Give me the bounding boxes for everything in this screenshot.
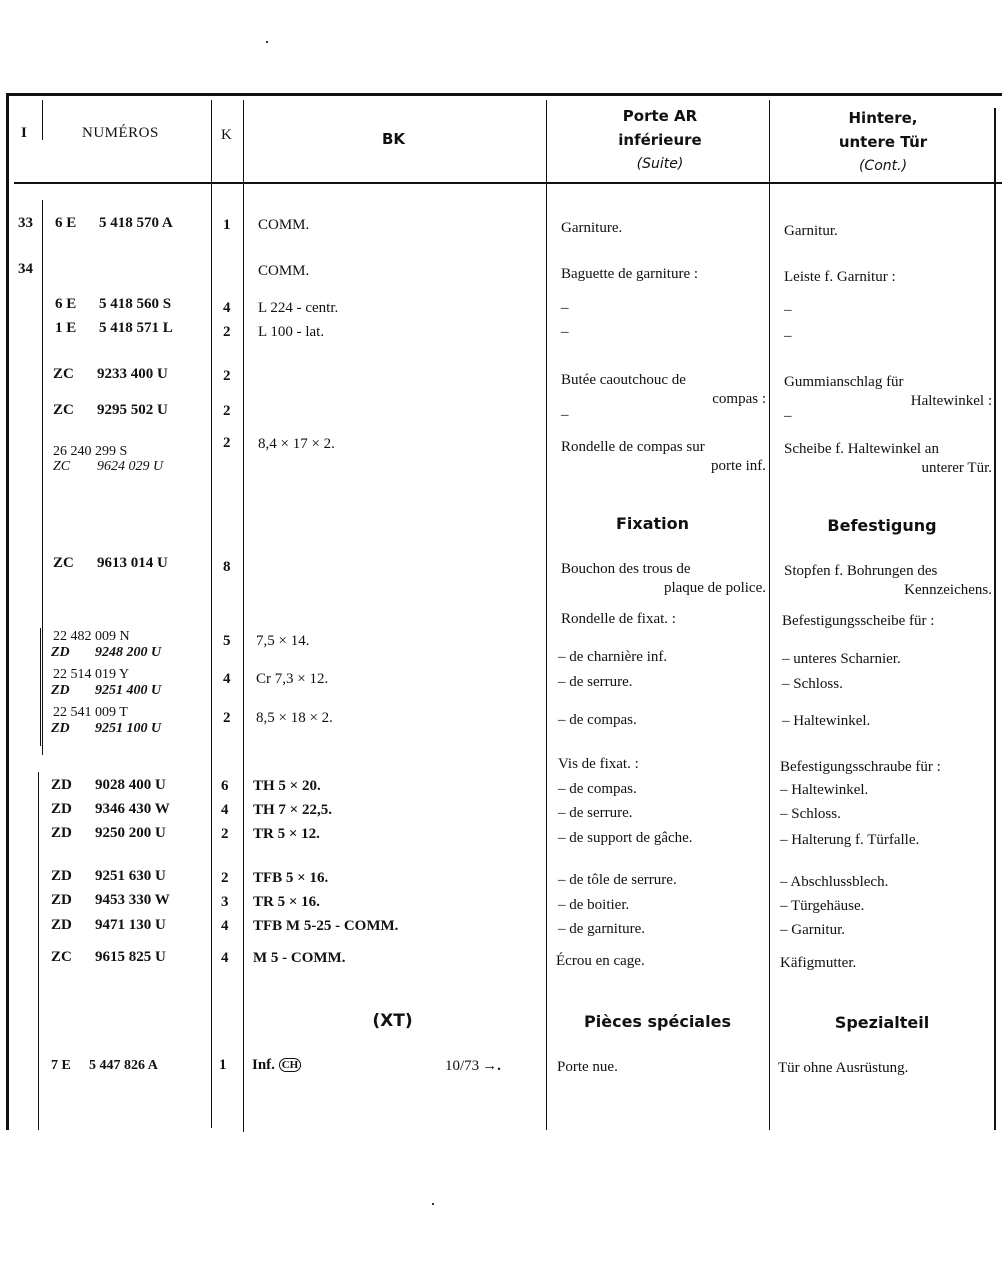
alt-part-number[interactable]: 26 240 299 S (53, 444, 128, 459)
part-number[interactable] (51, 777, 166, 794)
quantity: 2 (223, 324, 231, 340)
part-number[interactable] (55, 296, 171, 313)
quantity: 2 (223, 435, 231, 451)
quantity: 8 (223, 559, 231, 575)
quantity: 2 (223, 403, 231, 419)
french-desc: – de garniture. (558, 921, 646, 937)
part-number[interactable] (55, 320, 173, 337)
part-code: 9028 400 U (95, 777, 166, 793)
french-desc: Garniture. (561, 220, 623, 236)
bk-inf: Inf. (252, 1057, 275, 1073)
bk-text: TH 7 × 22,5. (253, 802, 332, 818)
french-group-label: Vis de fixat. : (558, 756, 639, 772)
german-desc: – Schloss. (782, 676, 843, 692)
bk-text: 8,5 × 18 × 2. (256, 710, 333, 726)
part-number[interactable] (53, 366, 168, 383)
header-german-line1: Hintere, (848, 109, 918, 127)
german-group-label: Befestigungsscheibe für : (782, 613, 935, 629)
part-code: 5 418 571 L (99, 320, 173, 336)
bk-text: TR 5 × 12. (253, 826, 320, 842)
bk-text (252, 1057, 301, 1074)
part-code: 9248 200 U (95, 645, 162, 660)
part-number[interactable] (51, 1057, 158, 1074)
french-desc: – de tôle de serrure. (558, 872, 677, 888)
german-desc: – (784, 408, 792, 424)
part-prefix: 6 E (55, 215, 77, 231)
part-number[interactable] (51, 684, 161, 698)
header-german-line2: untere Tür (838, 133, 928, 151)
part-number[interactable] (51, 646, 161, 660)
part-prefix: ZC (53, 459, 71, 474)
part-prefix: ZD (51, 892, 72, 908)
section-title-de: Spezialteil (834, 1013, 930, 1032)
section-title-fr: Fixation (615, 514, 690, 533)
french-desc: – (561, 407, 569, 423)
part-code: 9471 130 U (95, 917, 166, 933)
left-border (6, 93, 9, 1130)
bk-text: 8,4 × 17 × 2. (258, 436, 335, 452)
quantity: 4 (223, 300, 231, 316)
part-code: 9250 200 U (95, 825, 166, 841)
part-prefix: ZD (51, 868, 72, 884)
part-code: 5 418 570 A (99, 215, 173, 231)
country-badge-icon: CH (279, 1058, 302, 1072)
german-desc: – Halterung f. Türfalle. (780, 832, 920, 848)
col-divider-k (243, 100, 244, 1132)
header-bk: BK (382, 130, 406, 148)
part-number[interactable] (55, 215, 173, 232)
bk-text: TH 5 × 20. (253, 778, 321, 794)
part-prefix: ZC (53, 402, 74, 418)
col-divider-numbers (211, 100, 212, 1128)
bk-text: L 224 - centr. (258, 300, 339, 316)
section-title-de: Befestigung (827, 516, 937, 535)
bk-text: 7,5 × 14. (256, 633, 310, 649)
french-desc: – (561, 324, 569, 340)
quantity: 4 (221, 918, 229, 934)
german-desc-cont: unterer Tür. (921, 460, 992, 476)
french-desc-cont: compas : (712, 391, 766, 407)
top-rule (8, 93, 1002, 96)
part-code: 9624 029 U (97, 459, 164, 474)
part-number[interactable] (51, 825, 166, 842)
german-desc: – (784, 302, 792, 318)
part-prefix: ZD (51, 801, 72, 817)
bk-date (445, 1058, 501, 1075)
section-title-bk: (XT) (372, 1011, 413, 1031)
part-number[interactable] (51, 892, 170, 909)
header-french (550, 104, 770, 176)
part-number[interactable] (51, 868, 166, 885)
french-desc: Baguette de garniture : (561, 266, 699, 282)
french-desc: – de boitier. (558, 897, 630, 913)
german-desc: Gummianschlag für (784, 374, 904, 390)
header-numbers: NUMÉROS (82, 125, 159, 141)
french-desc: – de serrure. (558, 805, 633, 821)
part-code: 9233 400 U (97, 366, 168, 382)
header-french-line2: inférieure (618, 131, 702, 149)
quantity: 2 (221, 826, 229, 842)
part-number[interactable] (53, 402, 168, 419)
quantity: 1 (223, 217, 231, 233)
german-desc: – (784, 328, 792, 344)
scan-speck (432, 1203, 434, 1205)
row-index: 33 (18, 215, 33, 231)
part-prefix: ZD (51, 777, 72, 793)
german-desc: – Haltewinkel. (780, 782, 869, 798)
part-code: 9251 400 U (95, 683, 162, 698)
alt-part-number[interactable]: 22 541 009 T (53, 705, 128, 720)
german-desc-cont: Kennzeichens. (904, 582, 992, 598)
alt-part-number[interactable]: 22 514 019 Y (53, 667, 130, 682)
quantity: 4 (221, 802, 229, 818)
german-desc-cont: Haltewinkel : (910, 393, 992, 409)
french-desc: – de charnière inf. (558, 649, 668, 665)
group-bracket (40, 628, 41, 746)
row-index: 34 (18, 261, 33, 277)
part-number[interactable] (51, 801, 170, 818)
part-prefix: ZD (51, 683, 70, 698)
header-french-line1: Porte AR (622, 107, 698, 125)
date-text: 10/73 (445, 1058, 480, 1074)
german-desc: – Schloss. (780, 806, 841, 822)
bk-text: COMM. (258, 217, 310, 233)
french-desc: Butée caoutchouc de (561, 372, 686, 388)
part-prefix: 6 E (55, 296, 77, 312)
part-number[interactable] (51, 722, 161, 736)
bk-text: TFB 5 × 16. (253, 870, 329, 886)
french-desc: Bouchon des trous de (561, 561, 691, 577)
quantity: 2 (223, 368, 231, 384)
german-desc: Scheibe f. Haltewinkel an (784, 441, 939, 457)
part-code: 5 447 826 A (89, 1058, 158, 1073)
french-desc: – de compas. (558, 781, 637, 797)
bk-text: TFB M 5-25 - COMM. (253, 918, 399, 934)
german-desc: – unteres Scharnier. (782, 651, 901, 667)
quantity: 4 (221, 950, 229, 966)
header-german-line3: (Cont.) (858, 158, 908, 174)
french-desc: Porte nue. (557, 1059, 618, 1075)
col-divider-bk (546, 100, 547, 1130)
section-title-fr: Pièces spéciales (584, 1012, 731, 1031)
german-desc: – Haltewinkel. (782, 713, 871, 729)
part-prefix: 7 E (51, 1058, 71, 1073)
bk-text: COMM. (258, 263, 310, 279)
german-desc: – Abschlussblech. (780, 874, 889, 890)
part-prefix: 1 E (55, 320, 77, 336)
part-prefix: ZD (51, 645, 70, 660)
german-desc: – Türgehäuse. (780, 898, 865, 914)
french-desc-cont: porte inf. (711, 458, 766, 474)
part-code: 9251 630 U (95, 868, 166, 884)
part-prefix: ZD (51, 825, 72, 841)
alt-part-number[interactable]: 22 482 009 N (53, 629, 130, 644)
col-divider-index-lower (38, 772, 39, 1130)
french-desc: Écrou en cage. (556, 953, 645, 969)
col-divider-fr (769, 100, 770, 1130)
part-code: 9346 430 W (95, 801, 170, 817)
bk-text: M 5 - COMM. (253, 950, 346, 966)
part-prefix: ZD (51, 721, 70, 736)
part-code: 5 418 560 S (99, 296, 172, 312)
part-code: 9615 825 U (95, 949, 166, 965)
header-french-line3: (Suite) (636, 156, 684, 172)
col-divider-index (42, 100, 43, 140)
part-number[interactable] (51, 917, 166, 934)
quantity: 5 (223, 633, 231, 649)
quantity: 4 (223, 671, 231, 687)
part-number[interactable] (51, 949, 166, 966)
part-number[interactable] (53, 555, 168, 572)
part-code: 9295 502 U (97, 402, 168, 418)
bk-text: Cr 7,3 × 12. (256, 671, 329, 687)
german-group-label: Befestigungsschraube für : (780, 759, 941, 775)
french-desc-cont: plaque de police. (663, 580, 766, 596)
part-code: 9613 014 U (97, 555, 168, 571)
german-desc: – Garnitur. (780, 922, 845, 938)
part-number[interactable] (53, 460, 163, 474)
header-k: K (221, 127, 232, 143)
french-desc: – (561, 300, 569, 316)
col-divider-de (994, 108, 996, 1130)
french-desc: Rondelle de compas sur (561, 439, 705, 455)
arrow-right-icon: →. (482, 1058, 501, 1074)
german-desc: Stopfen f. Bohrungen des (784, 563, 938, 579)
french-desc: – de compas. (558, 712, 637, 728)
quantity: 6 (221, 778, 229, 794)
french-desc: – de support de gâche. (558, 830, 693, 846)
header-bottom-rule (14, 182, 1002, 184)
part-prefix: ZC (53, 555, 74, 571)
part-code: 9453 330 W (95, 892, 170, 908)
scan-speck (266, 41, 268, 43)
quantity: 3 (221, 894, 229, 910)
french-group-label: Rondelle de fixat. : (561, 611, 676, 627)
bk-text: L 100 - lat. (258, 324, 325, 340)
part-prefix: ZC (51, 949, 72, 965)
header-german (772, 106, 994, 178)
part-prefix: ZC (53, 366, 74, 382)
quantity: 2 (221, 870, 229, 886)
german-desc: Leiste f. Garnitur : (784, 269, 896, 285)
part-code: 9251 100 U (95, 721, 162, 736)
german-desc: Garnitur. (784, 223, 838, 239)
german-desc: Käfigmutter. (780, 955, 857, 971)
col-divider-index-body (42, 200, 43, 755)
french-desc: – de serrure. (558, 674, 633, 690)
quantity: 2 (223, 710, 231, 726)
quantity: 1 (219, 1057, 227, 1073)
header-index: I (21, 125, 27, 141)
german-desc: Tür ohne Ausrüstung. (778, 1060, 909, 1076)
bk-text: TR 5 × 16. (253, 894, 320, 910)
part-prefix: ZD (51, 917, 72, 933)
